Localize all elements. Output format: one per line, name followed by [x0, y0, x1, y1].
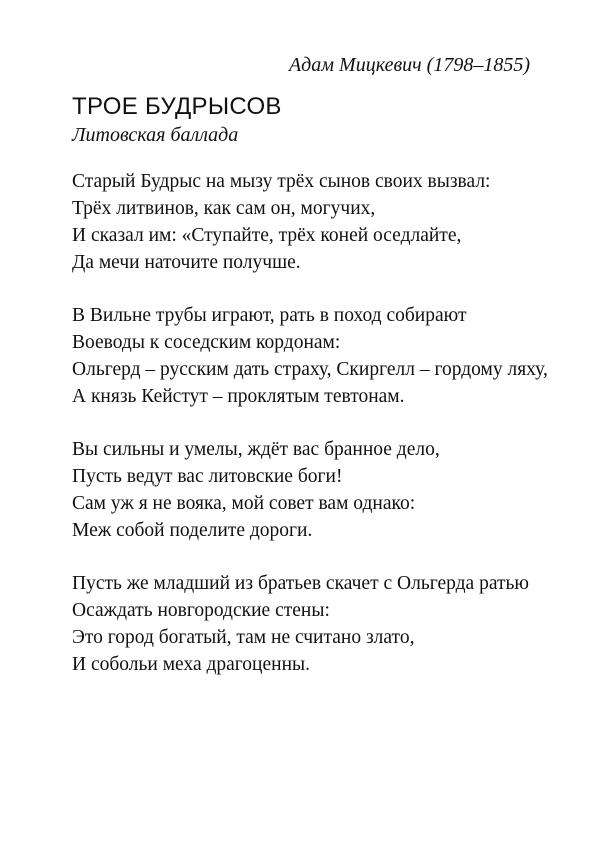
poem-line: Старый Будрыс на мызу трёх сынов своих вызвал:: [72, 171, 491, 192]
poem-line: Вы сильны и умелы, ждёт вас бранное дело,: [72, 439, 440, 460]
poem-line: Меж собой поделите дороги.: [72, 520, 313, 541]
stanza: [72, 436, 572, 544]
stanza: [72, 570, 572, 678]
poem-body: [72, 168, 572, 704]
poem-line: Пусть ведут вас литовские боги!: [72, 466, 343, 487]
poem-line: Пусть же младший из братьев скачет с Ольгерда ратью: [72, 573, 529, 594]
poem-line: Осаждать новгородские стены:: [72, 600, 330, 621]
poem-line: И собольи меха драгоценны.: [72, 654, 310, 675]
poem-subtitle: Литовская баллада: [72, 124, 239, 146]
stanza: [72, 168, 572, 276]
poem-line: Это город богатый, там не считано злато,: [72, 627, 415, 648]
stanza: [72, 302, 572, 410]
poem-line: В Вильне трубы играют, рать в поход собирают: [72, 305, 467, 326]
poem-line: И сказал им: «Ступайте, трёх коней оседлайте,: [72, 225, 462, 246]
poem-line: Воеводы к соседским кордонам:: [72, 332, 341, 353]
poem-line: Сам уж я не вояка, мой совет вам однако:: [72, 493, 416, 514]
poem-line: Трёх литвинов, как сам он, могучих,: [72, 198, 376, 219]
poem-line: А князь Кейстут – проклятым тевтонам.: [72, 386, 405, 407]
poem-line: Да мечи наточите получше.: [72, 252, 301, 273]
poem-title: ТРОЕ БУДРЫСОВ: [72, 93, 282, 120]
poem-line: Ольгерд – русским дать страху, Скиргелл – гордому ляху,: [72, 359, 548, 380]
author-line: Адам Мицкевич (1798–1855): [288, 54, 530, 76]
